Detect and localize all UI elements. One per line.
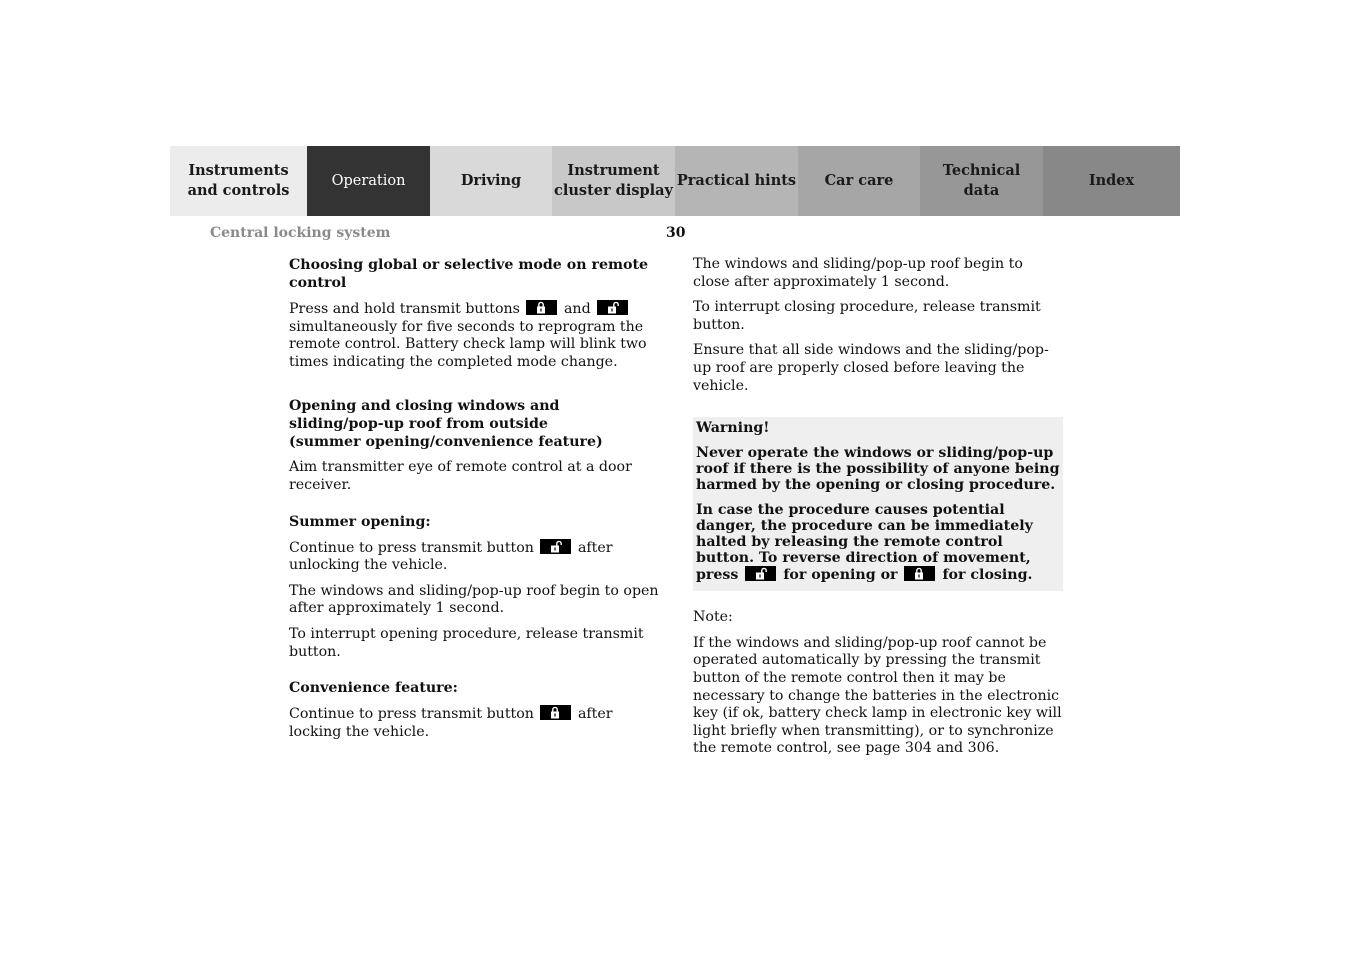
heading-windows: Opening and closing windows and sliding/pop-up roof from outside (summer opening/convenience feature): [289, 398, 603, 451]
heading-mode: Choosing global or selective mode on remote control: [289, 257, 649, 291]
nav-tab-driving[interactable]: Driving: [430, 146, 552, 216]
nav-tab-operation[interactable]: Operation: [307, 146, 430, 216]
paragraph-mode: Press and hold transmit buttons and simultaneously for five seconds to reprogram the remote control. Battery check lamp will blink two times indicating the completed mode change.: [289, 301, 647, 370]
paragraph-aim: Aim transmitter eye of remote control at a door receiver.: [289, 459, 632, 493]
right-column: [693, 256, 1063, 766]
paragraph-open: The windows and sliding/pop-up roof begin to open after approximately 1 second.: [289, 582, 659, 617]
heading-summer: Summer opening:: [289, 513, 431, 530]
unlock-key-icon: [540, 539, 571, 554]
heading-convenience: Convenience feature:: [289, 680, 458, 697]
unlock-key-icon: [745, 566, 776, 581]
nav-tab-practical-hints[interactable]: Practical hints: [675, 146, 798, 216]
paragraph-close: The windows and sliding/pop-up roof begin to close after approximately 1 second.: [693, 256, 1023, 290]
paragraph-interrupt-open: To interrupt opening procedure, release transmit button.: [289, 625, 644, 660]
chapter-nav: [170, 146, 1180, 216]
left-column: [289, 256, 661, 749]
warning-box: [693, 417, 1063, 591]
warning-text-2: In case the procedure causes potential danger, the procedure can be immediately halted by releasing the remote control button. To reverse direction of movement, press for opening or for closing.: [696, 502, 1033, 584]
note-text: If the windows and sliding/pop-up roof cannot be operated automatically by pressing the transmit button of the remote control then it may be necessary to change the batteries in the electronic key (if ok, battery check lamp in electronic key will light briefly when transmitting), or to synchronize the remote control, see page 304 and 306.: [693, 634, 1062, 757]
paragraph-interrupt-close: To interrupt closing procedure, release transmit button.: [693, 299, 1041, 333]
nav-tab-instruments-and-controls[interactable]: Instruments and controls: [170, 146, 307, 216]
unlock-key-icon: [597, 300, 628, 315]
warning-text-1: Never operate the windows or sliding/pop-up roof if there is the possibility of anyone being harmed by the opening or closing procedure.: [696, 445, 1060, 494]
nav-tab-technical-data[interactable]: Technical data: [920, 146, 1043, 216]
page-number: 30: [666, 225, 686, 241]
lock-key-icon: [540, 705, 571, 720]
nav-tab-index[interactable]: Index: [1043, 146, 1180, 216]
paragraph-convenience: Continue to press transmit button after locking the vehicle.: [289, 706, 613, 740]
paragraph-summer: Continue to press transmit button after unlocking the vehicle.: [289, 539, 613, 574]
lock-key-icon: [904, 566, 935, 581]
nav-tab-instrument-cluster-display[interactable]: Instrument cluster display: [552, 146, 675, 216]
lock-key-icon: [526, 300, 557, 315]
nav-tab-car-care[interactable]: Car care: [798, 146, 920, 216]
warning-title: Warning!: [696, 420, 770, 437]
section-title: Central locking system: [210, 225, 391, 241]
paragraph-ensure: Ensure that all side windows and the sliding/pop-up roof are properly closed before leaving the vehicle.: [693, 342, 1049, 394]
note-label: Note:: [693, 609, 733, 626]
